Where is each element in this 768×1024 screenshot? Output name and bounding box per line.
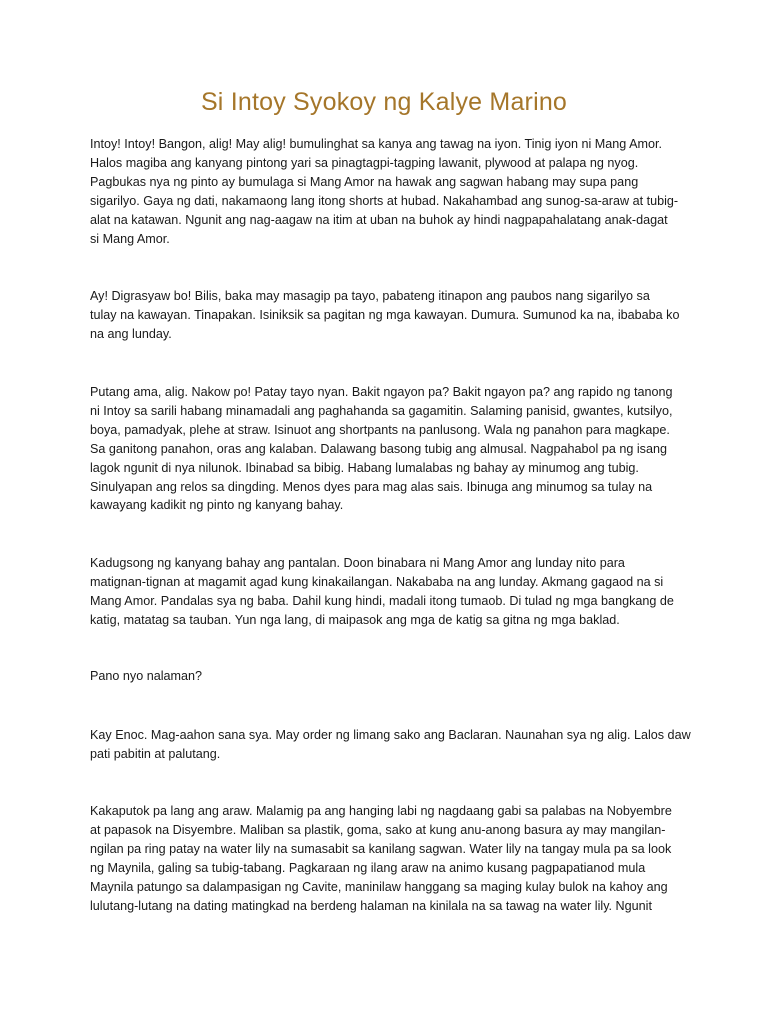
text-line: Pano nyo nalaman? [90,669,203,683]
text-line: Intoy! Intoy! Bangon, alig! May alig! bumulinghat sa kanya ang tawag na iyon. Tinig iyon ni Mang Amor. [90,137,662,151]
paragraph-4 [90,554,680,630]
paragraph-7 [90,802,680,915]
text-line: lagok ngunit di nya nilunok. Ibinabad sa bibig. Habang lumalabas ng bahay ay minumog ang tubig. [90,460,639,475]
paragraph-5 [90,667,680,686]
document-title: Si Intoy Syokoy ng Kalye Marino [200,88,568,116]
text-line: Kakaputok pa lang ang araw. Malamig pa ang hanging labi ng nagdaang gabi sa palabas na Nobyembre [90,804,672,818]
text-line: Ay! Digrasyaw bo! Bilis, baka may masagip pa tayo, pabateng itinapon ang paubos nang sigarilyo sa [90,289,650,303]
text-line: at papasok na Disyembre. Maliban sa plastik, goma, sako at kung anu-anong basura ay may mangilan- [90,822,666,837]
text-line: lulutang-lutang na dating matingkad na berdeng halaman na kinilala na sa tawag na water lily. Ngunit [90,898,652,913]
text-line: Sa ganitong panahon, oras ang kalaban. Dalawang basong tubig ang almusal. Nagpahabol pa ng isang [90,441,667,456]
text-line: Kadugsong ng kanyang bahay ang pantalan. Doon binabara ni Mang Amor ang lunday nito para [90,556,625,570]
text-line: Kay Enoc. Mag-aahon sana sya. May order ng limang sako ang Baclaran. Naunahan sya ng alig. Lalos daw [90,728,691,742]
text-line: Pagbukas nya ng pinto ay bumulaga si Mang Amor na hawak ang sagwan habang may supa pang [90,174,639,189]
text-line: ngilan pa ring patay na water lily na sumasabit sa kanilang sagwan. Water lily na tangay mula pa sa look [90,841,672,856]
text-line: Putang ama, alig. Nakow po! Patay tayo nyan. Bakit ngayon pa? Bakit ngayon pa? ang rapido ng tanong [90,385,673,399]
text-line: Sinulyapan ang relos sa dingding. Menos dyes para mag alas sais. Ibinuga ang minumog sa tulay na [90,479,653,494]
text-line: ng Maynila, galing sa tubig-tabang. Pagkaraan ng ilang araw na animo kusang pagpapatianod mula [90,860,646,875]
text-line: si Mang Amor. [90,231,170,246]
text-line: katig, matatag sa tauban. Yun nga lang, di maipasok ang mga de katig sa gitna ng mga baklad. [90,612,620,627]
text-line: na ang lunday. [90,326,172,341]
paragraph-1 [90,135,680,248]
text-line: alat na katawan. Ngunit ang nag-aagaw na itim at uban na buhok ay hindi nagpapahalatang anak-dagat [90,212,668,227]
text-line: tulay na kawayan. Tinapakan. Isiniksik sa pagitan ng mga kawayan. Dumura. Sumunod ka na, ibababa ko [90,307,680,322]
text-line: sigarilyo. Gaya ng dati, nakamaong lang itong shorts at hubad. Nakahambad ang sunog-sa-araw at tubig- [90,193,679,208]
paragraph-6 [90,726,691,764]
text-line: Maynila patungo sa dalampasigan ng Cavite, maninilaw hanggang sa maging kulay bulok na kahoy ang [90,879,668,894]
text-line: matignan-tignan at magamit agad kung kinakailangan. Nakababa na ang lunday. Akmang gagaod na si [90,574,664,589]
text-line: Halos magiba ang kanyang pintong yari sa pinagtagpi-tagping lawanit, plywood at palapa ng nyog. [90,155,639,170]
paragraph-3 [90,383,680,515]
text-line: kawayang kadikit ng pinto ng kanyang bahay. [90,498,344,513]
text-line: ni Intoy sa sarili habang minamadali ang paghahanda sa gagamitin. Salaming panisid, gwantes, kutsilyo, [90,403,673,418]
text-line: boya, pamadyak, plehe at straw. Isinuot ang shortpants na panlusong. Wala ng panahon para magkape. [90,422,670,437]
paragraph-2 [90,287,680,344]
text-line: Mang Amor. Pandalas sya ng baba. Dahil kung hindi, madali itong tumaob. Di tulad ng mga bangkang de [90,593,674,608]
text-line: pati pabitin at palutang. [90,746,221,761]
